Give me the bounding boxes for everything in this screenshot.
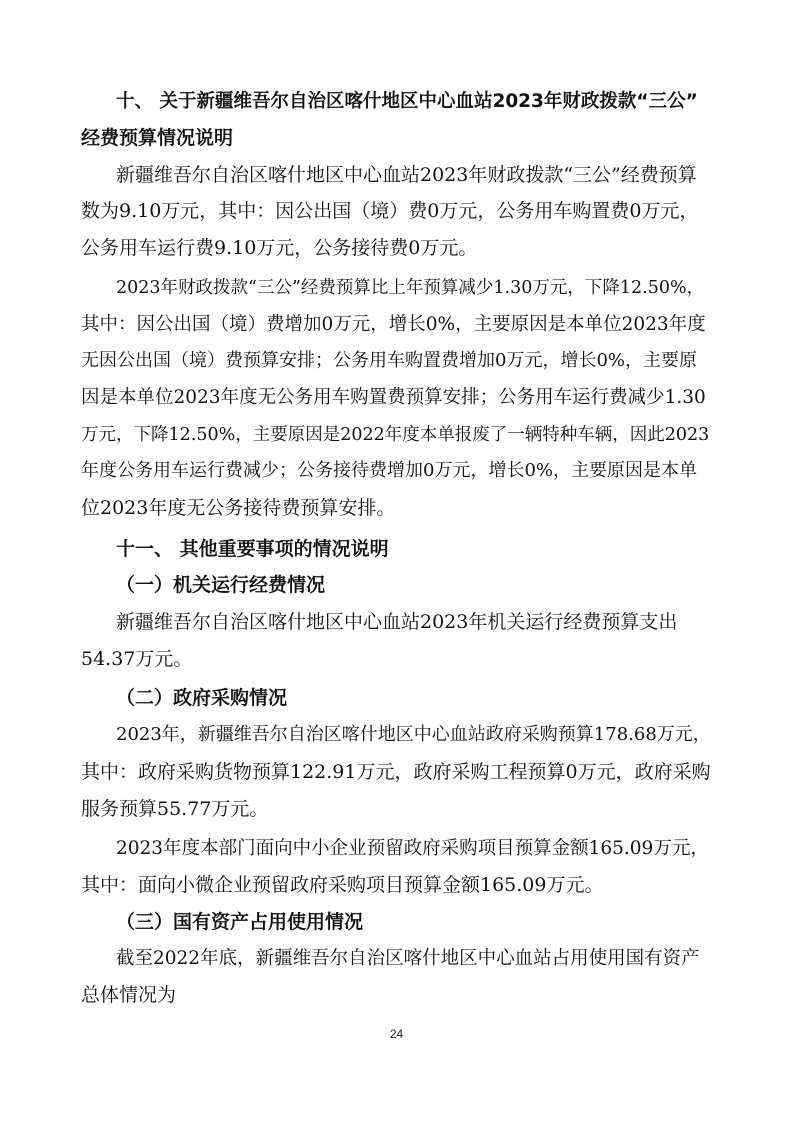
paragraph-line: 2023年财政拨款“三公”经费预算比上年预算减少1.30万元，下降12.50%， xyxy=(116,278,705,298)
paragraph-line: 其中：政府采购货物预算122.91万元，政府采购工程预算0万元，政府采购 xyxy=(81,761,711,783)
paragraph-line: 万元，下降12.50%，主要原因是2022年度本单报废了一辆特种车辆，因此2023 xyxy=(81,425,710,445)
section-ten-heading-continued: 经费预算情况说明 xyxy=(81,127,234,149)
subsection-three-heading: （三）国有资产占用使用情况 xyxy=(116,911,364,933)
paragraph-line: 新疆维吾尔自治区喀什地区中心血站2023年财政拨款“三公”经费预算 xyxy=(116,164,697,186)
paragraph-line: 服务预算55.77万元。 xyxy=(81,798,269,820)
page-number: 24 xyxy=(389,1027,404,1041)
paragraph-line: 新疆维吾尔自治区喀什地区中心血站2023年机关运行经费预算支出 xyxy=(116,611,678,633)
paragraph-line: 无因公出国（境）费预算安排；公务用车购置费增加0万元，增长0%，主要原 xyxy=(81,350,698,371)
paragraph-line: 公务用车运行费9.10万元，公务接待费0万元。 xyxy=(81,237,478,259)
section-ten-heading: 十、 关于新疆维吾尔自治区喀什地区中心血站2023年财政拨款“三公” xyxy=(116,91,698,112)
paragraph-line: 其中：面向小微企业预留政府采购项目预算金额165.09万元。 xyxy=(81,874,604,896)
subsection-one-heading: （一）机关运行经费情况 xyxy=(116,574,326,596)
paragraph-line: 位2023年度无公务接待费预算安排。 xyxy=(81,497,396,519)
paragraph-line: 54.37万元。 xyxy=(81,648,193,670)
paragraph-line: 其中：因公出国（境）费增加0万元，增长0%，主要原因是本单位2023年度 xyxy=(81,314,706,335)
paragraph-line: 2023年，新疆维吾尔自治区喀什地区中心血站政府采购预算178.68万元， xyxy=(116,724,711,745)
subsection-two-heading: （二）政府采购情况 xyxy=(116,687,288,709)
paragraph-line: 数为9.10万元，其中：因公出国（境）费0万元，公务用车购置费0万元， xyxy=(81,200,699,222)
paragraph-line: 年度公务用车运行费减少；公务接待费增加0万元，增长0%，主要原因是本单 xyxy=(81,460,698,481)
paragraph-line: 截至2022年底，新疆维吾尔自治区喀什地区中心血站占用使用国有资产 xyxy=(116,948,700,969)
paragraph-line: 2023年度本部门面向中小企业预留政府采购项目预算金额165.09万元， xyxy=(116,838,709,859)
paragraph-line: 总体情况为 xyxy=(81,984,177,1006)
section-eleven-heading: 十一、 其他重要事项的情况说明 xyxy=(116,538,389,560)
paragraph-line: 因是本单位2023年度无公务用车购置费预算安排；公务用车运行费减少1.30 xyxy=(81,387,706,408)
